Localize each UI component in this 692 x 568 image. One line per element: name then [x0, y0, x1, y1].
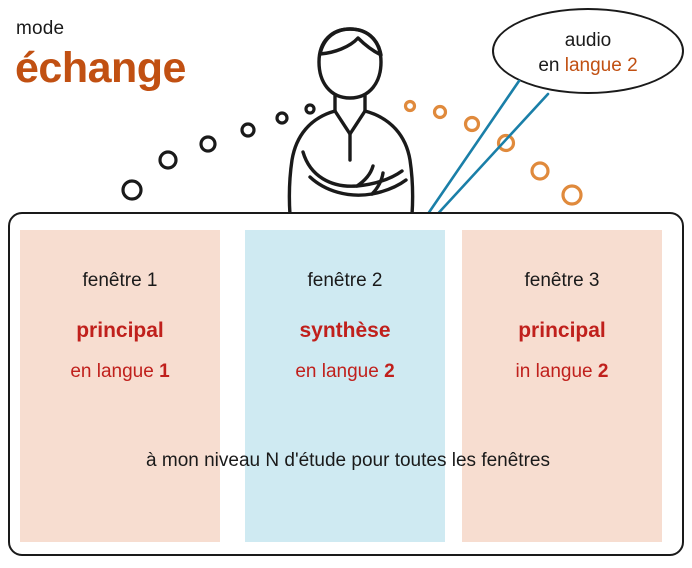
window-column-1-language-number: 1 [159, 361, 170, 382]
panel-footnote: à mon niveau N d'étude pour toutes les fenêtres [146, 450, 550, 471]
speech-bubble-text [492, 28, 684, 78]
speech-bubble-line-2 [492, 53, 684, 78]
window-column-1-language-prefix: en langue [70, 361, 160, 382]
speech-bubble-line-2-prefix: en [538, 55, 565, 76]
speech-bubble [492, 8, 684, 94]
window-column-3-title: fenêtre 3 [524, 270, 600, 291]
speech-bubble-line-2-accent: langue 2 [564, 55, 638, 76]
window-column-1[interactable] [20, 230, 220, 542]
windows-panel [8, 212, 684, 556]
window-column-2[interactable] [245, 230, 445, 542]
window-column-2-language [245, 361, 445, 383]
window-column-1-role: principal [76, 319, 164, 342]
window-column-3-language [462, 361, 662, 383]
window-column-2-language-number: 2 [384, 361, 395, 382]
mode-label: mode [16, 18, 65, 39]
speech-bubble-line-1: audio [564, 30, 612, 51]
window-column-1-language [20, 361, 220, 383]
window-column-3[interactable] [462, 230, 662, 542]
window-column-3-language-number: 2 [597, 361, 609, 382]
window-column-3-language-prefix: in langue [515, 361, 598, 382]
mode-title: échange [15, 44, 186, 92]
window-column-1-title: fenêtre 1 [82, 270, 158, 291]
window-column-2-title: fenêtre 2 [307, 270, 383, 291]
windows-columns [10, 214, 686, 558]
window-column-3-role: principal [518, 319, 606, 342]
window-column-2-language-prefix: en langue [295, 361, 385, 382]
window-column-2-role: synthèse [299, 319, 391, 342]
